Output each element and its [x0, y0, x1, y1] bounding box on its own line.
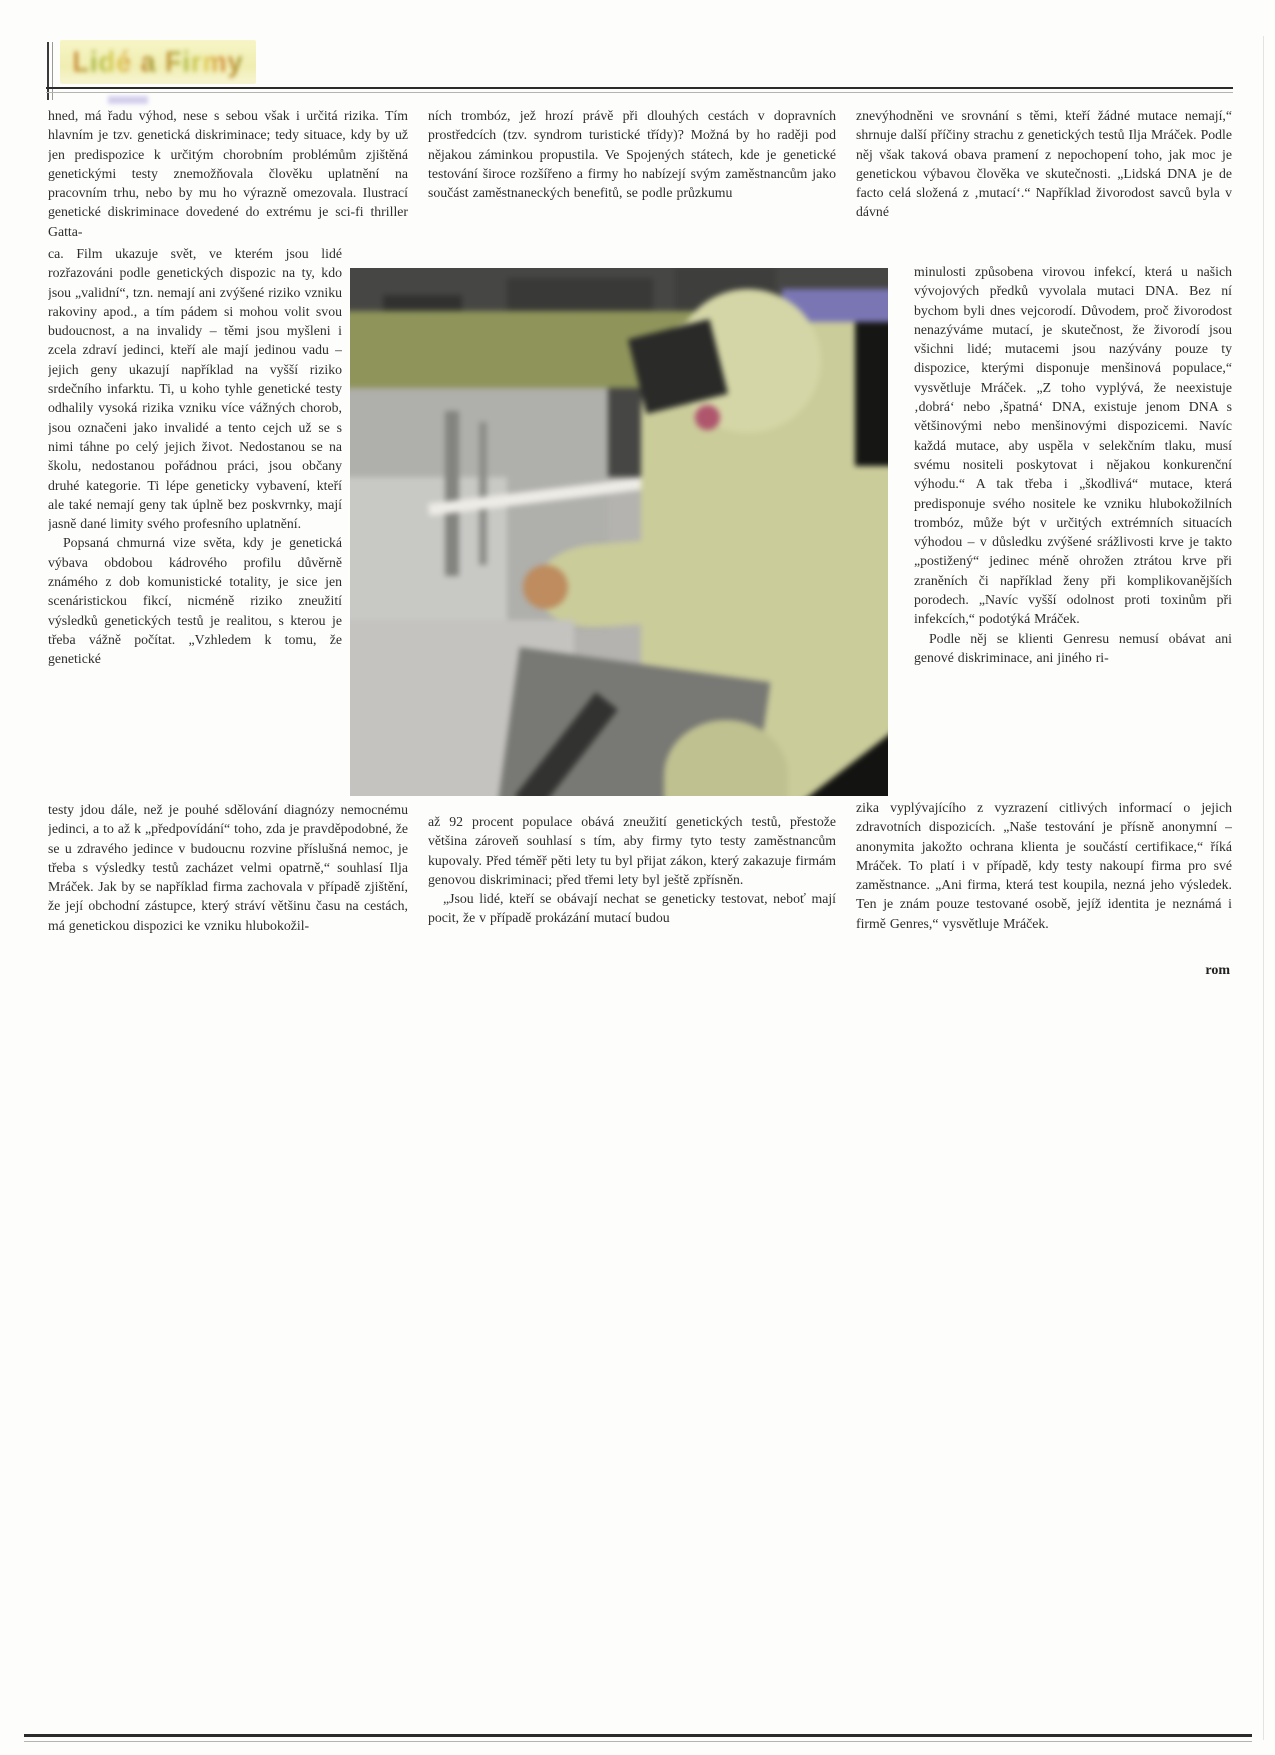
scan-edge-line [1263, 36, 1264, 1740]
photo-painting [350, 268, 888, 796]
masthead-logo [60, 40, 256, 84]
photo-region [695, 405, 720, 430]
logo-ink-smudge [108, 96, 148, 104]
masthead-logo-text: Lidé a Firmy [72, 45, 244, 78]
header-rule-dark [46, 87, 1233, 89]
footer-rule-light [24, 1741, 1252, 1742]
article-photo [350, 268, 888, 796]
photo-region [479, 422, 487, 566]
footer-rule-dark [24, 1734, 1252, 1737]
author-signature: rom [1205, 963, 1230, 978]
article-col3-top: znevýhodněni ve srovnání s těmi, kteří žádné mutace nemají,“ shrnuje další příčiny strachu z genetických testů Ilja Mráček. Podle něj však taková obava pramení z nepochopení toho, jak moc je genetickou výbavou člověka ve skutečnosti. „Lidská DNA je de facto celá složená z ‚mutací‘.“ Například živorodost savců byla v dávné [856, 108, 1232, 220]
article-col1-mid: ca. Film ukazuje svět, ve kterém jsou lidé rozřazováni podle genetických dispozic na ty, kdo jsou „validní“, tzn. nemají ani zvýšené riziko vzniku rakoviny apod., a tím pádem si mohou volit svou budoucnost, a na invalidy – těmi jsou myšleni i zcela zdraví jedinci, kteří ale mají jedinou vadu – jejich geny ukazují například na vyšší riziko srdečního infarktu. Ti, u koho tyhle genetické testy odhalily vysoká rizika vzniku více vážných chorob, jsou označeni jako invalidé a tento cejch už se s nimi táhne po celý jejich život. Nedostanou se na školu, nedostanou pořádnou práci, jsou občany druhé kategorie. Ti lépe geneticky vybavení, kteří ale také nemají geny tak úplně bez poskvrnky, mají jasně dané limity svého profesního uplatnění. Popsaná chmurná vize světa, kdy je genetická výbava obdobou kádrového profilu důvěrně známého z dob komunistické totality, je sice jen scenáristickou fikcí, nicméně riziko zneužití výsledků genetických testů je realitou, s kterou je třeba vážně počítat. „Vzhledem k tomu, že genetické [48, 246, 342, 667]
article-col2-top: ních trombóz, jež hrozí právě při dlouhých cestách v dopravních prostředcích (tzv. syndrom turistické třídy)? Možná by ho raději pod nějakou záminkou propustila. Ve Spojených státech, kde je genetické testování široce rozšířeno a firmy ho nabízejí svým zaměstnancům jako součást zaměstnaneckých benefitů, se podle průzkumu [428, 108, 836, 201]
article-col3-mid: minulosti způsobena virovou infekcí, která u našich vývojových předků vyvolala mutaci DNA. Bez ní bychom byli dnes vejcorodí. Důvodem, proč živorodost nenazýváme mutací, je skutečnost, že živorodí jsou všichni lidé; mutacemi jsou nazývány pouze ty dispozice, kterými disponuje menšinová populace,“ vysvětluje Mráček. „Z toho vyplývá, že neexistuje ‚dobrá‘ nebo ‚špatná‘ DNA, existuje jenom DNA s většinovými nebo menšinovými dispozicemi. Navíc každá mutace, aby uspěla v selekčním tlaku, musí svému nositeli poskytovat i nějakou konkurenční výhodu.“ A tak třeba i „škodlivá“ mutace, která predisponuje svého nositele ke vzniku hlubokožilních trombóz, může být v určitých extrémních situacích výhodou – v důsledku zvýšené srážlivosti krve je takto „postižený“ jedinec méně ohrožen ztrátou krve při zraněních či například ženy při komplikovanějších porodech. „Navíc vyšší odolnost proti toxinům při infekcích,“ podotýká Mráček. Podle něj se klienti Genresu nemusí obávat ani genové diskriminace, ani jiného ri- [914, 264, 1232, 665]
article-col1-bottom: testy jdou dále, než je pouhé sdělování diagnózy nemocnému jedinci, a to až k „předpovídání“ toho, zda je pravděpodobné, že se u zdravého jedince v budoucnu rozvine příslušná nemoc, je třeba s výsledky testů zacházet velmi opatrně,“ souhlasí Ilja Mráček. Jak by se například firma zachovala v případě zjištění, že její obchodní zástupce, který stráví většinu času na cestách, má genetickou dispozici ke vzniku hlubokožil- [48, 802, 408, 933]
article-col3-bottom: zika vyplývajícího z vyzrazení citlivých informací o jejich zdravotních dispozicích. „Naše testování je přísně anonymní – anonymita jakožto ochrana klienta je součástí certifikace,“ říká Mráček. To platí i v případě, kdy testy nakoupí firma pro své zaměstnance. „Ani firma, která test koupila, nezná jeho výsledek. Ten je znám pouze testované osobě, jejíž identita je neznámá i firmě Genres,“ vysvětluje Mráček. [856, 800, 1232, 931]
photo-region [445, 411, 459, 577]
photo-region [855, 322, 888, 466]
article-col2-bottom: až 92 procent populace obává zneužití genetických testů, přestože většina zároveň souhlasí s tím, aby firmy tyto testy zaměstnancům kupovaly. Před téměř pěti lety tu byl přijat zákon, který zakazuje firmám genovou diskriminaci; před třemi lety byl ještě zpřísněn. „Jsou lidé, kteří se obávají nechat se geneticky testovat, neboť mají pocit, že v případě prokázání mutací budou [428, 814, 836, 926]
header-rule-light [46, 92, 1233, 93]
article-col1-top: hned, má řadu výhod, nese s sebou však i určitá rizika. Tím hlavním je tzv. genetická diskriminace; tedy situace, kdy by už jen predispozice k určitým chorobním problémům zjištěná genetickými testy znemožňovala člověku uplatnění na pracovním trhu, nebo by mu ho výrazně omezovala. Ilustrací genetické diskriminace dovedené do extrému je sci-fi thriller Gatta- [48, 108, 408, 239]
